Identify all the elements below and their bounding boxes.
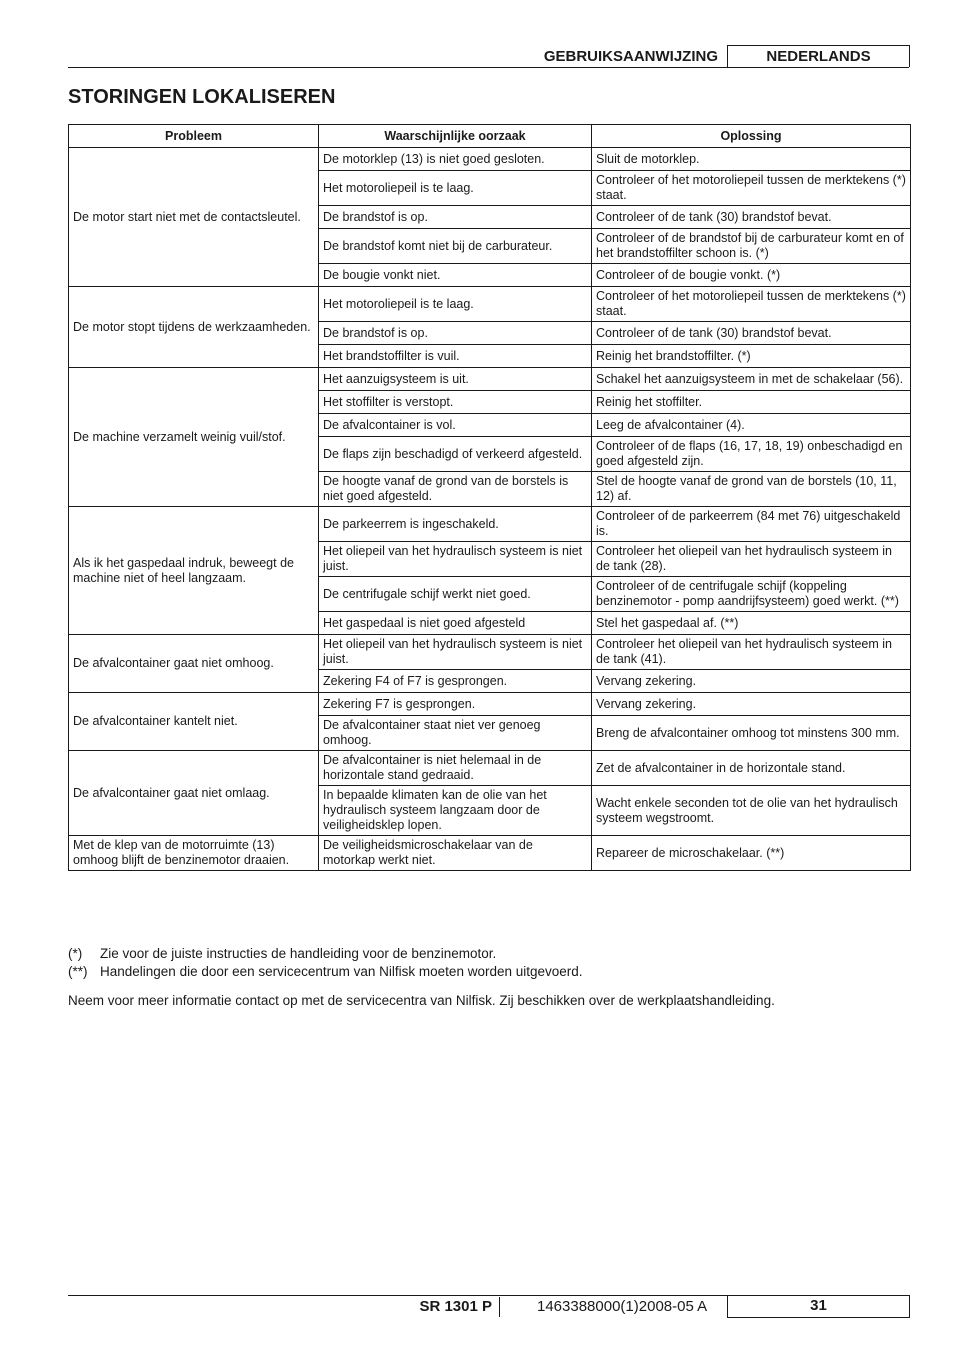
footnote-text: Zie voor de juiste instructies de handleiding voor de benzinemotor.: [100, 946, 497, 961]
table-row: [69, 287, 911, 322]
solution-cell: Controleer of het motoroliepeil tussen de merktekens (*) staat.: [592, 171, 911, 206]
footer-model: SR 1301 P: [419, 1298, 492, 1315]
cause-cell: Het stoffilter is verstopt.: [319, 391, 592, 414]
cause-cell: De brandstof is op.: [319, 206, 592, 229]
solution-cell: Controleer of de brandstof bij de carburateur komt en of het brandstoffilter schoon is. (*): [592, 229, 911, 264]
footer-separator: [499, 1297, 500, 1317]
table-row: [69, 693, 911, 716]
troubleshooting-table: [68, 124, 911, 871]
solution-cell: Zet de afvalcontainer in de horizontale stand.: [592, 751, 911, 786]
solution-cell: Breng de afvalcontainer omhoog tot minstens 300 mm.: [592, 716, 911, 751]
cause-cell: Het brandstoffilter is vuil.: [319, 345, 592, 368]
table-header-row: [69, 125, 911, 148]
problem-cell: De motor start niet met de contactsleutel.: [69, 148, 319, 287]
cause-cell: De afvalcontainer staat niet ver genoeg omhoog.: [319, 716, 592, 751]
problem-cell: De machine verzamelt weinig vuil/stof.: [69, 368, 319, 507]
solution-cell: Vervang zekering.: [592, 670, 911, 693]
solution-cell: Controleer of het motoroliepeil tussen de merktekens (*) staat.: [592, 287, 911, 322]
solution-cell: Controleer of de flaps (16, 17, 18, 19) onbeschadigd en goed afgesteld zijn.: [592, 437, 911, 472]
solution-cell: Stel het gaspedaal af. (**): [592, 612, 911, 635]
cause-cell: De motorklep (13) is niet goed gesloten.: [319, 148, 592, 171]
problem-cell: De afvalcontainer gaat niet omlaag.: [69, 751, 319, 836]
table-row: [69, 148, 911, 171]
cause-cell: De brandstof is op.: [319, 322, 592, 345]
solution-cell: Vervang zekering.: [592, 693, 911, 716]
problem-cell: De motor stopt tijdens de werkzaamheden.: [69, 287, 319, 368]
info-paragraph: Neem voor meer informatie contact op met de servicecentra van Nilfisk. Zij beschikken over de werkplaatshandleiding.: [68, 993, 775, 1008]
solution-cell: Reinig het brandstoffilter. (*): [592, 345, 911, 368]
solution-cell: Controleer of de tank (30) brandstof bevat.: [592, 322, 911, 345]
footnote-mark: (**): [68, 964, 88, 979]
solution-cell: Leeg de afvalcontainer (4).: [592, 414, 911, 437]
cause-cell: De parkeerrem is ingeschakeld.: [319, 507, 592, 542]
footnote: [68, 945, 583, 963]
table-row: [69, 751, 911, 786]
cause-cell: De brandstof komt niet bij de carburateur.: [319, 229, 592, 264]
problem-cell: Als ik het gaspedaal indruk, beweegt de machine niet of heel langzaam.: [69, 507, 319, 635]
column-header-solution: Oplossing: [592, 125, 911, 148]
column-header-cause: Waarschijnlijke oorzaak: [319, 125, 592, 148]
cause-cell: Het oliepeil van het hydraulisch systeem is niet juist.: [319, 635, 592, 670]
page-title: STORINGEN LOKALISEREN: [68, 86, 336, 108]
cause-cell: De centrifugale schijf werkt niet goed.: [319, 577, 592, 612]
footnotes: [68, 945, 583, 981]
problem-cell: De afvalcontainer kantelt niet.: [69, 693, 319, 751]
footnote-mark: (*): [68, 946, 83, 961]
cause-cell: Het aanzuigsysteem is uit.: [319, 368, 592, 391]
cause-cell: Het motoroliepeil is te laag.: [319, 287, 592, 322]
cause-cell: Zekering F4 of F7 is gesprongen.: [319, 670, 592, 693]
problem-cell: De afvalcontainer gaat niet omhoog.: [69, 635, 319, 693]
table-row: [69, 635, 911, 670]
table-row: [69, 836, 911, 871]
cause-cell: De bougie vonkt niet.: [319, 264, 592, 287]
footnote: [68, 963, 583, 981]
header-manual-label: GEBRUIKSAANWIJZING: [543, 48, 718, 65]
cause-cell: De flaps zijn beschadigd of verkeerd afgesteld.: [319, 437, 592, 472]
footnote-text: Handelingen die door een servicecentrum van Nilfisk moeten worden uitgevoerd.: [100, 964, 583, 979]
page-number: 31: [727, 1295, 910, 1318]
cause-cell: De afvalcontainer is vol.: [319, 414, 592, 437]
solution-cell: Wacht enkele seconden tot de olie van het hydraulisch systeem wegstroomt.: [592, 786, 911, 836]
table-row: [69, 368, 911, 391]
solution-cell: Controleer of de bougie vonkt. (*): [592, 264, 911, 287]
footer-doc-number: 1463388000(1)2008-05 A: [537, 1298, 708, 1315]
header-language: NEDERLANDS: [727, 45, 910, 67]
column-header-problem: Probleem: [69, 125, 319, 148]
solution-cell: Stel de hoogte vanaf de grond van de borstels (10, 11, 12) af.: [592, 472, 911, 507]
cause-cell: Het gaspedaal is niet goed afgesteld: [319, 612, 592, 635]
solution-cell: Schakel het aanzuigsysteem in met de schakelaar (56).: [592, 368, 911, 391]
cause-cell: De veiligheidsmicroschakelaar van de motorkap werkt niet.: [319, 836, 592, 871]
solution-cell: Controleer of de centrifugale schijf (koppeling benzinemotor - pomp aandrijfsysteem) goed werkt. (**): [592, 577, 911, 612]
solution-cell: Controleer of de parkeerrem (84 met 76) uitgeschakeld is.: [592, 507, 911, 542]
cause-cell: Het oliepeil van het hydraulisch systeem is niet juist.: [319, 542, 592, 577]
problem-cell: Met de klep van de motorruimte (13) omhoog blijft de benzinemotor draaien.: [69, 836, 319, 871]
cause-cell: De hoogte vanaf de grond van de borstels is niet goed afgesteld.: [319, 472, 592, 507]
cause-cell: Het motoroliepeil is te laag.: [319, 171, 592, 206]
solution-cell: Controleer het oliepeil van het hydraulisch systeem in de tank (28).: [592, 542, 911, 577]
solution-cell: Sluit de motorklep.: [592, 148, 911, 171]
solution-cell: Reinig het stoffilter.: [592, 391, 911, 414]
table-row: [69, 507, 911, 542]
solution-cell: Controleer of de tank (30) brandstof bevat.: [592, 206, 911, 229]
cause-cell: De afvalcontainer is niet helemaal in de horizontale stand gedraaid.: [319, 751, 592, 786]
cause-cell: In bepaalde klimaten kan de olie van het hydraulisch systeem langzaam door de veiligheidsklep lopen.: [319, 786, 592, 836]
cause-cell: Zekering F7 is gesprongen.: [319, 693, 592, 716]
solution-cell: Controleer het oliepeil van het hydraulisch systeem in de tank (41).: [592, 635, 911, 670]
solution-cell: Repareer de microschakelaar. (**): [592, 836, 911, 871]
